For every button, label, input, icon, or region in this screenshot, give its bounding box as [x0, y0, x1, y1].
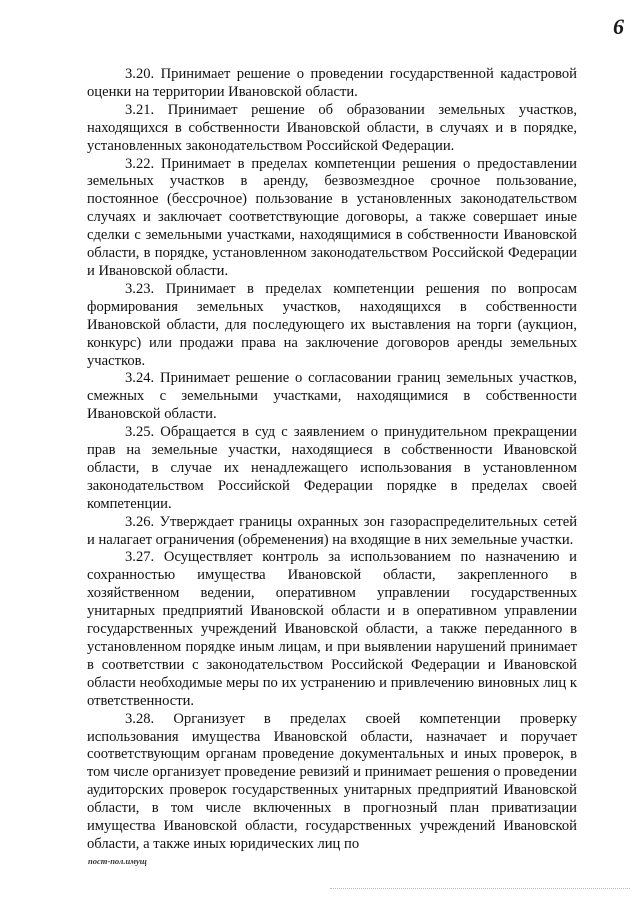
- page-number: 6: [613, 14, 624, 39]
- paragraph-3-21: 3.21. Принимает решение об образовании земельных участков, находящихся в собственности Ивановской области, в случаях и в порядке, установленных законодательством Российской Федерации.: [87, 101, 577, 154]
- paragraph-3-23: 3.23. Принимает в пределах компетенции решения по вопросам формирования земельных участков, находящихся в собственности Ивановской области, для последующего их выставления на торги (аукцион, конкурс) или продажи права на заключение договоров аренды земельных участков.: [87, 280, 577, 369]
- paragraph-3-28: 3.28. Организует в пределах своей компетенции проверку использования имущества Ивановской области, назначает и поручает соответствующим органам проведение документальных и иных проверок, в том числе организует проведение ревизий и принимает решения о проведении аудиторских проверок государственных унитарных предприятий Ивановской области, в том числе включенных в прогнозный план приватизации имущества Ивановской области, государственных учреждений Ивановской области, а также иных юридических лиц по: [87, 710, 577, 852]
- paragraph-3-22: 3.22. Принимает в пределах компетенции решения о предоставлении земельных участков в аренду, безвозмездное срочное пользование, постоянное (бессрочное) пользование в установленных законодательством случаях и заключает соответствующие договоры, а также совершает иные сделки с земельными участками, находящимися в собственности Ивановской области, в порядке, установленном законодательством Российской Федерации и Ивановской области.: [87, 155, 577, 279]
- paragraph-3-27: 3.27. Осуществляет контроль за использованием по назначению и сохранностью имущества Ивановской области, закрепленного в хозяйственном ведении, оперативном управлении государственных унитарных предприятий Ивановской области и в оперативном управлении государственных учреждений Ивановской области, а также переданного в установленном порядке иным лицам, и при выявлении нарушений принимает в соответствии с законодательством Российской Федерации и Ивановской области необходимые меры по их устранению и привлечению виновных лиц к ответственности.: [87, 549, 577, 709]
- scan-artifact-line: [330, 888, 630, 890]
- document-footer-code: пост-пол.имущ: [88, 856, 147, 866]
- paragraph-3-26: 3.26. Утверждает границы охранных зон газораспределительных сетей и налагает ограничения (обременения) на входящие в них земельные участки.: [87, 513, 577, 548]
- document-body: [87, 66, 577, 854]
- paragraph-3-20: 3.20. Принимает решение о проведении государственной кадастровой оценки на территории Ивановской области.: [87, 66, 577, 100]
- paragraph-3-24: 3.24. Принимает решение о согласовании границ земельных участков, смежных с земельными участками, находящимися в собственности Ивановской области.: [87, 370, 577, 423]
- paragraph-3-25: 3.25. Обращается в суд с заявлением о принудительном прекращении прав на земельные участки, находящиеся в собственности Ивановской области, в случае их ненадлежащего использования в установленном законодательством Российской Федерации порядке в пределах своей компетенции.: [87, 424, 577, 512]
